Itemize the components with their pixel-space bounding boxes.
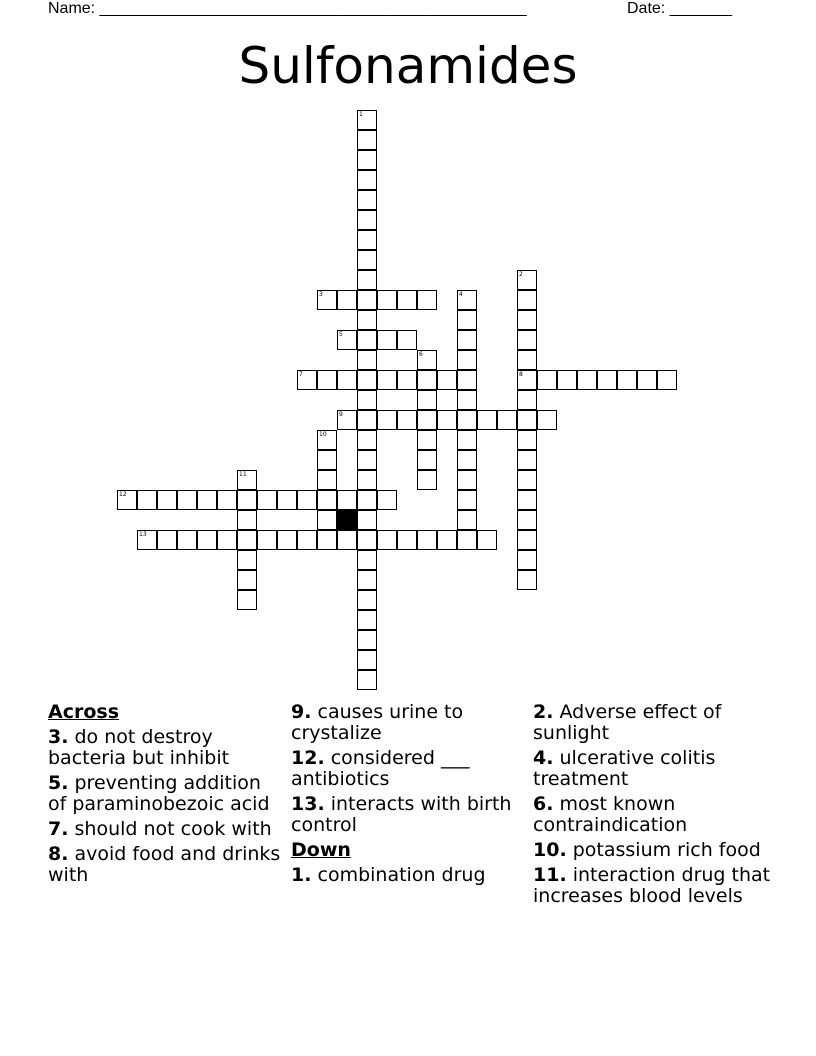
crossword-cell[interactable] <box>517 410 537 430</box>
crossword-cell[interactable] <box>357 590 377 610</box>
crossword-cell[interactable] <box>377 490 397 510</box>
crossword-cell[interactable] <box>357 570 377 590</box>
crossword-cell[interactable] <box>417 390 437 410</box>
clue-number: 12 <box>119 491 127 498</box>
crossword-cell[interactable] <box>337 490 357 510</box>
crossword-cell[interactable] <box>357 150 377 170</box>
clues-column-2 <box>291 702 526 890</box>
crossword-cell[interactable] <box>357 290 377 310</box>
crossword-cell[interactable] <box>357 270 377 290</box>
crossword-cell[interactable] <box>157 530 177 550</box>
crossword-cell[interactable] <box>317 510 337 530</box>
crossword-cell[interactable] <box>517 450 537 470</box>
crossword-cell[interactable] <box>457 450 477 470</box>
clue-down-2: 2. Adverse effect of sunlight <box>533 701 722 744</box>
crossword-cell[interactable] <box>137 530 157 550</box>
crossword-cell[interactable] <box>457 430 477 450</box>
crossword-cell[interactable] <box>297 490 317 510</box>
crossword-cell[interactable] <box>177 530 197 550</box>
crossword-cell[interactable] <box>577 370 597 390</box>
crossword-cell[interactable] <box>457 510 477 530</box>
clue-number: 10 <box>319 431 327 438</box>
crossword-cell[interactable] <box>517 370 537 390</box>
crossword-cell[interactable] <box>237 550 257 570</box>
crossword-cell[interactable] <box>357 550 377 570</box>
crossword-cell[interactable] <box>237 530 257 550</box>
crossword-cell[interactable] <box>317 430 337 450</box>
crossword-cell[interactable] <box>117 490 137 510</box>
crossword-cell[interactable] <box>357 410 377 430</box>
crossword-cell[interactable] <box>357 230 377 250</box>
crossword-cell[interactable] <box>417 470 437 490</box>
crossword-cell[interactable] <box>237 590 257 610</box>
crossword-cell[interactable] <box>397 530 417 550</box>
crossword-cell[interactable] <box>357 630 377 650</box>
crossword-cell[interactable] <box>357 110 377 130</box>
crossword-cell[interactable] <box>417 350 437 370</box>
crossword-cell[interactable] <box>457 370 477 390</box>
clue-number: 3 <box>319 291 323 298</box>
crossword-cell[interactable] <box>237 470 257 490</box>
crossword-cell[interactable] <box>317 370 337 390</box>
crossword-cell[interactable] <box>397 290 417 310</box>
clue-across-12: 12. considered ___ antibiotics <box>291 747 470 790</box>
crossword-cell[interactable] <box>337 330 357 350</box>
crossword-cell[interactable] <box>517 570 537 590</box>
crossword-cell[interactable] <box>357 610 377 630</box>
crossword-cell[interactable] <box>177 490 197 510</box>
clue-number: 13 <box>139 531 147 538</box>
clues-column-1 <box>48 702 283 890</box>
crossword-cell[interactable] <box>357 350 377 370</box>
crossword-cell[interactable] <box>237 490 257 510</box>
crossword-cell[interactable] <box>437 530 457 550</box>
clue-number: 7 <box>299 371 303 378</box>
crossword-cell[interactable] <box>517 350 537 370</box>
across-heading: Across <box>48 701 120 723</box>
clue-across-5: 5. preventing addition of paraminobezoic acid <box>48 772 270 815</box>
date-field: Date: _______ <box>627 0 732 17</box>
clue-down-4: 4. ulcerative colitis treatment <box>533 747 716 790</box>
clue-across-7: 7. should not cook with <box>48 818 272 840</box>
crossword-cell[interactable] <box>477 410 497 430</box>
crossword-cell[interactable] <box>417 410 437 430</box>
clue-number: 4 <box>459 291 463 298</box>
crossword-cell[interactable] <box>357 170 377 190</box>
crossword-cell[interactable] <box>357 670 377 690</box>
crossword-cell[interactable] <box>337 370 357 390</box>
crossword-cell[interactable] <box>157 490 177 510</box>
crossword-cell[interactable] <box>437 410 457 430</box>
crossword-cell[interactable] <box>517 470 537 490</box>
crossword-cell[interactable] <box>477 530 497 550</box>
crossword-cell[interactable] <box>317 470 337 490</box>
crossword-cell[interactable] <box>237 570 257 590</box>
crossword-cell[interactable] <box>397 370 417 390</box>
crossword-cell[interactable] <box>537 370 557 390</box>
crossword-cell[interactable] <box>457 490 477 510</box>
crossword-cell[interactable] <box>377 290 397 310</box>
crossword-cell[interactable] <box>417 530 437 550</box>
black-square <box>337 510 357 530</box>
clue-number: 8 <box>519 371 523 378</box>
page-title: Sulfonamides <box>238 37 578 95</box>
crossword-cell[interactable] <box>277 490 297 510</box>
crossword-cell[interactable] <box>357 490 377 510</box>
crossword-cell[interactable] <box>457 330 477 350</box>
clue-down-6: 6. most known contraindication <box>533 793 688 836</box>
name-field: Name: ________________________________________________ <box>48 0 527 17</box>
crossword-cell[interactable] <box>417 370 437 390</box>
clue-number: 5 <box>339 331 343 338</box>
crossword-cell[interactable] <box>517 510 537 530</box>
crossword-cell[interactable] <box>517 310 537 330</box>
crossword-cell[interactable] <box>357 310 377 330</box>
crossword-cell[interactable] <box>197 490 217 510</box>
crossword-cell[interactable] <box>237 510 257 530</box>
crossword-cell[interactable] <box>457 410 477 430</box>
crossword-cell[interactable] <box>657 370 677 390</box>
crossword-cell[interactable] <box>597 370 617 390</box>
crossword-cell[interactable] <box>517 290 537 310</box>
crossword-cell[interactable] <box>297 370 317 390</box>
clue-number: 1 <box>359 111 363 118</box>
crossword-cell[interactable] <box>377 410 397 430</box>
crossword-cell[interactable] <box>257 530 277 550</box>
crossword-cell[interactable] <box>357 370 377 390</box>
crossword-cell[interactable] <box>457 310 477 330</box>
crossword-cell[interactable] <box>377 370 397 390</box>
clue-down-10: 10. potassium rich food <box>533 839 761 861</box>
crossword-cell[interactable] <box>137 490 157 510</box>
clue-number: 6 <box>419 351 423 358</box>
crossword-cell[interactable] <box>357 430 377 450</box>
crossword-cell[interactable] <box>357 330 377 350</box>
crossword-cell[interactable] <box>357 470 377 490</box>
crossword-cell[interactable] <box>397 410 417 430</box>
crossword-cell[interactable] <box>337 290 357 310</box>
clue-across-3: 3. do not destroy bacteria but inhibit <box>48 726 230 769</box>
crossword-cell[interactable] <box>617 370 637 390</box>
crossword-cell[interactable] <box>197 530 217 550</box>
clue-down-11: 11. interaction drug that increases blood levels <box>533 864 771 907</box>
crossword-cell[interactable] <box>457 290 477 310</box>
crossword-cell[interactable] <box>297 530 317 550</box>
clue-down-1: 1. combination drug <box>291 864 486 886</box>
crossword-cell[interactable] <box>257 490 277 510</box>
clues-column-3 <box>533 702 773 911</box>
crossword-cell[interactable] <box>317 490 337 510</box>
crossword-cell[interactable] <box>357 250 377 270</box>
clue-number: 2 <box>519 271 523 278</box>
crossword-cell[interactable] <box>457 390 477 410</box>
crossword-cell[interactable] <box>357 510 377 530</box>
down-heading: Down <box>291 839 351 861</box>
clue-number: 9 <box>339 411 343 418</box>
crossword-cell[interactable] <box>557 370 577 390</box>
crossword-cell[interactable] <box>517 530 537 550</box>
crossword-cell[interactable] <box>377 530 397 550</box>
crossword-cell[interactable] <box>517 430 537 450</box>
crossword-cell[interactable] <box>357 390 377 410</box>
crossword-cell[interactable] <box>517 270 537 290</box>
clue-across-13: 13. interacts with birth control <box>291 793 512 836</box>
crossword-cell[interactable] <box>497 410 517 430</box>
crossword-cell[interactable] <box>217 490 237 510</box>
crossword-cell[interactable] <box>217 530 237 550</box>
crossword-cell[interactable] <box>337 530 357 550</box>
crossword-cell[interactable] <box>457 470 477 490</box>
crossword-cell[interactable] <box>417 450 437 470</box>
crossword-cell[interactable] <box>517 550 537 570</box>
crossword-cell[interactable] <box>537 410 557 430</box>
crossword-cell[interactable] <box>357 450 377 470</box>
crossword-cell[interactable] <box>517 390 537 410</box>
crossword-cell[interactable] <box>357 530 377 550</box>
crossword-cell[interactable] <box>317 290 337 310</box>
crossword-cell[interactable] <box>357 650 377 670</box>
crossword-cell[interactable] <box>337 410 357 430</box>
crossword-cell[interactable] <box>437 370 457 390</box>
crossword-cell[interactable] <box>377 330 397 350</box>
crossword-cell[interactable] <box>417 430 437 450</box>
crossword-cell[interactable] <box>317 450 337 470</box>
crossword-cell[interactable] <box>357 190 377 210</box>
crossword-cell[interactable] <box>517 330 537 350</box>
crossword-cell[interactable] <box>357 130 377 150</box>
clue-across-9: 9. causes urine to crystalize <box>291 701 464 744</box>
clue-number: 11 <box>239 471 247 478</box>
crossword-cell[interactable] <box>317 530 337 550</box>
clue-across-8: 8. avoid food and drinks with <box>48 843 281 886</box>
crossword-cell[interactable] <box>417 290 437 310</box>
crossword-cell[interactable] <box>637 370 657 390</box>
crossword-cell[interactable] <box>457 350 477 370</box>
crossword-cell[interactable] <box>357 210 377 230</box>
crossword-cell[interactable] <box>457 530 477 550</box>
crossword-cell[interactable] <box>277 530 297 550</box>
crossword-cell[interactable] <box>517 490 537 510</box>
crossword-cell[interactable] <box>397 330 417 350</box>
